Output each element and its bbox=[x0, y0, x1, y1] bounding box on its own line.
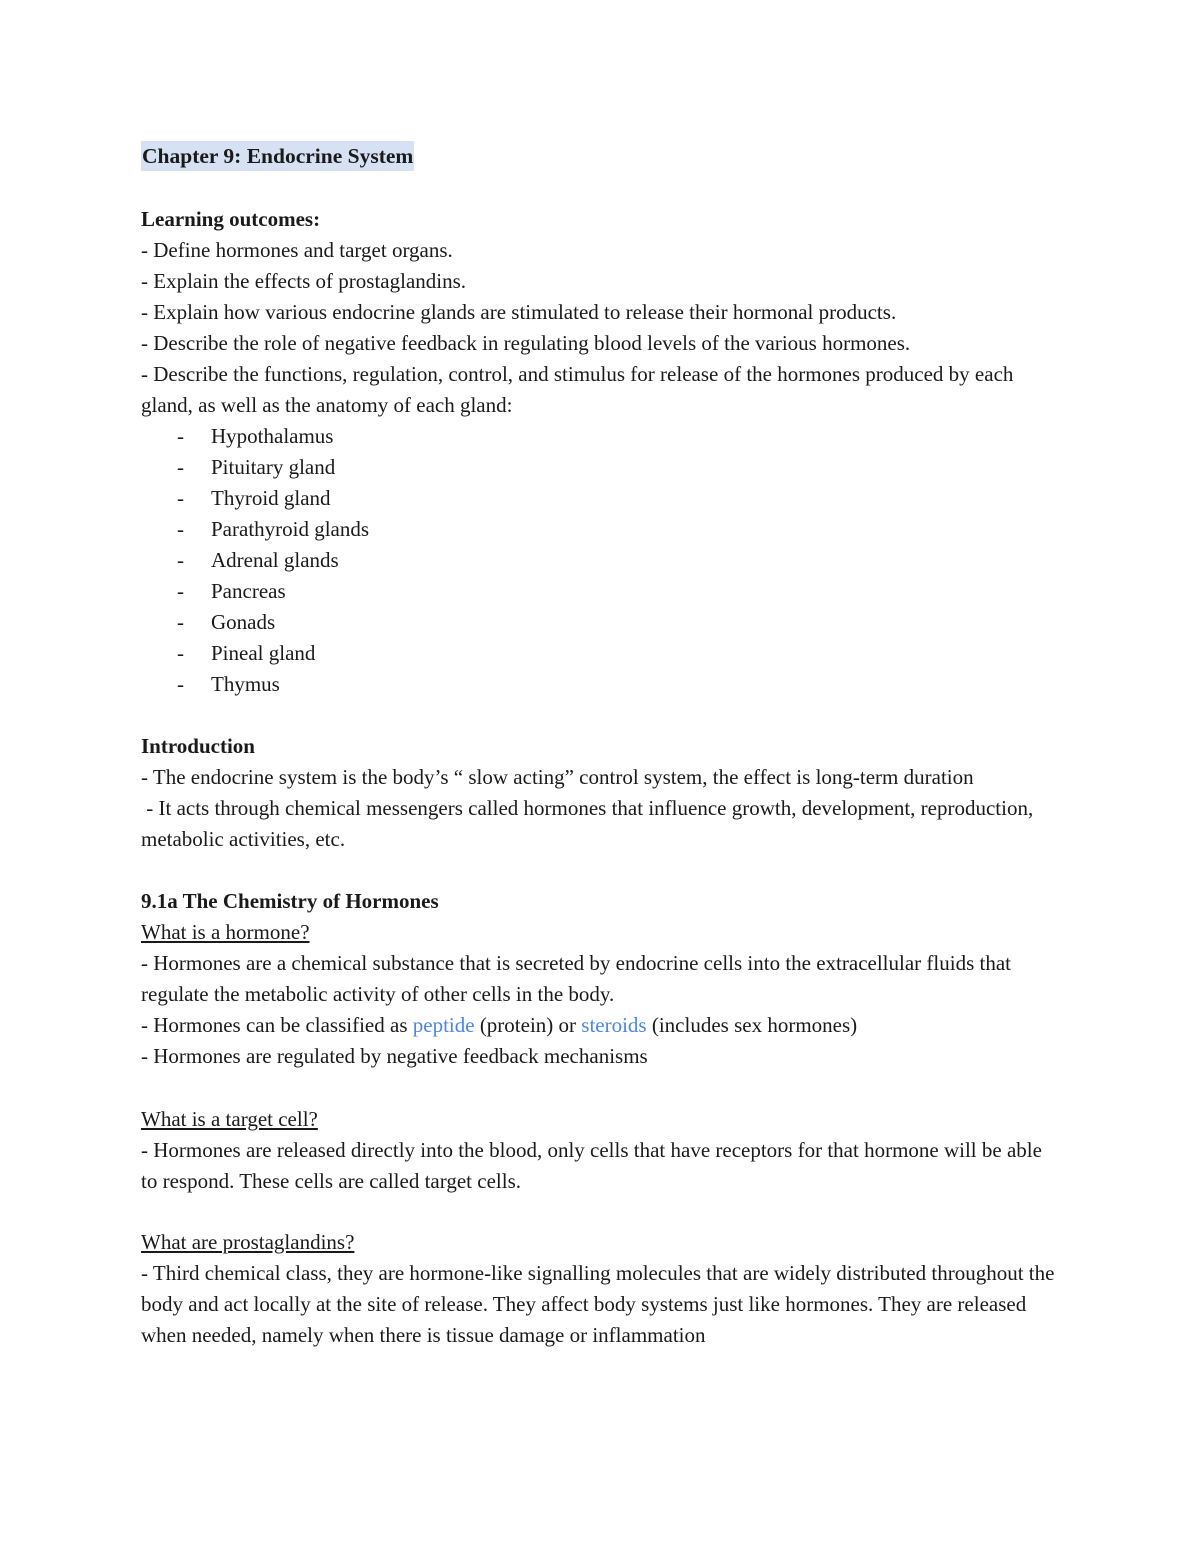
dash-bullet: - bbox=[177, 548, 184, 572]
learning-outcomes-heading: Learning outcomes: bbox=[141, 207, 321, 231]
gland-item bbox=[141, 669, 1061, 700]
dash-bullet: - bbox=[177, 579, 184, 603]
gland-item bbox=[141, 607, 1061, 638]
dash-bullet: - bbox=[177, 455, 184, 479]
outcome-item: - Define hormones and target organs. bbox=[141, 238, 453, 262]
section-heading: 9.1a The Chemistry of Hormones bbox=[141, 889, 439, 913]
body-paragraph: - Hormones are regulated by negative feedback mechanisms bbox=[141, 1044, 648, 1068]
gland-item bbox=[141, 545, 1061, 576]
introduction-heading: Introduction bbox=[141, 734, 255, 758]
body-paragraph: - Third chemical class, they are hormone-like signalling molecules that are widely distributed throughout the body and act locally at the site of release. They affect body systems just like hormones. They are released when needed, namely when there is tissue damage or inflammation bbox=[141, 1261, 1055, 1347]
gland-label: Thymus bbox=[211, 672, 280, 696]
gland-label: Pancreas bbox=[211, 579, 286, 603]
gland-item bbox=[141, 483, 1061, 514]
body-paragraph: - Hormones are a chemical substance that is secreted by endocrine cells into the extracellular fluids that regulate the metabolic activity of other cells in the body. bbox=[141, 951, 1011, 1006]
term-peptide: peptide bbox=[412, 1013, 475, 1037]
dash-bullet: - bbox=[177, 610, 184, 634]
outcome-item: - Describe the functions, regulation, control, and stimulus for release of the hormones produced by each gland, as well as the anatomy of each gland: bbox=[141, 362, 1014, 417]
outcome-item: - Describe the role of negative feedback in regulating blood levels of the various hormones. bbox=[141, 331, 911, 355]
subheading-target-cell: What is a target cell? bbox=[141, 1107, 318, 1131]
gland-item bbox=[141, 638, 1061, 669]
gland-label: Adrenal glands bbox=[211, 548, 339, 572]
spacer bbox=[141, 700, 1061, 731]
gland-item bbox=[141, 421, 1061, 452]
text-run: (protein) or bbox=[474, 1013, 582, 1037]
gland-label: Thyroid gland bbox=[211, 486, 331, 510]
dash-bullet: - bbox=[177, 641, 184, 665]
body-paragraph: - Hormones are released directly into the blood, only cells that have receptors for that hormone will be able to respond. These cells are called target cells. bbox=[141, 1138, 1042, 1193]
dash-bullet: - bbox=[177, 486, 184, 510]
text-run: - Hormones can be classified as bbox=[141, 1013, 413, 1037]
term-steroids: steroids bbox=[581, 1013, 647, 1037]
gland-label: Parathyroid glands bbox=[211, 517, 370, 541]
outcome-item: - Explain how various endocrine glands are stimulated to release their hormonal products. bbox=[141, 300, 897, 324]
gland-label: Hypothalamus bbox=[211, 424, 334, 448]
body-paragraph bbox=[141, 1010, 1061, 1041]
outcome-item: - Explain the effects of prostaglandins. bbox=[141, 269, 467, 293]
document-page bbox=[141, 141, 1061, 1351]
gland-label: Gonads bbox=[211, 610, 276, 634]
spacer bbox=[141, 1072, 1061, 1104]
page-title: Chapter 9: Endocrine System bbox=[141, 141, 414, 171]
gland-item bbox=[141, 452, 1061, 483]
dash-bullet: - bbox=[177, 424, 184, 448]
dash-bullet: - bbox=[177, 672, 184, 696]
gland-item bbox=[141, 514, 1061, 545]
intro-paragraph: - The endocrine system is the body’s “ slow acting” control system, the effect is long-term duration bbox=[141, 765, 974, 789]
gland-label: Pineal gland bbox=[211, 641, 316, 665]
gland-list bbox=[141, 421, 1061, 700]
gland-label: Pituitary gland bbox=[211, 455, 336, 479]
subheading-what-is-hormone: What is a hormone? bbox=[141, 920, 310, 944]
text-run: (includes sex hormones) bbox=[646, 1013, 858, 1037]
spacer bbox=[141, 172, 1061, 204]
spacer bbox=[141, 855, 1061, 886]
intro-paragraph: - It acts through chemical messengers called hormones that influence growth, development, reproduction, metabolic activities, etc. bbox=[141, 796, 1039, 851]
gland-item bbox=[141, 576, 1061, 607]
subheading-prostaglandins: What are prostaglandins? bbox=[141, 1230, 355, 1254]
dash-bullet: - bbox=[177, 517, 184, 541]
spacer bbox=[141, 1197, 1061, 1227]
